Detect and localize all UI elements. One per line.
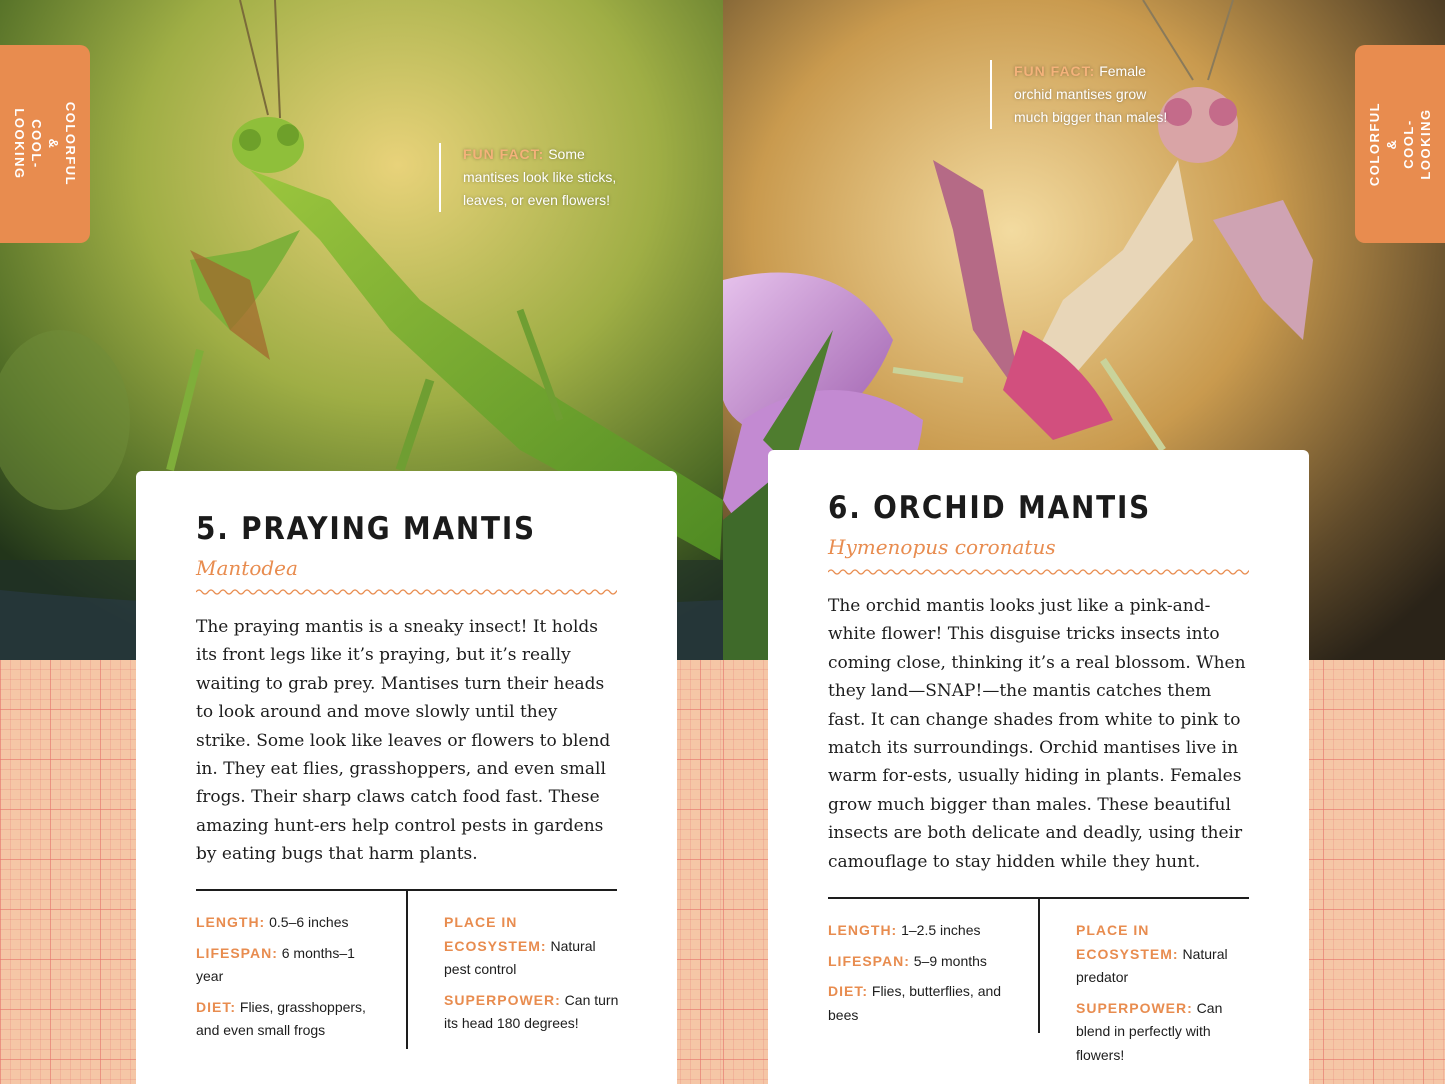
page-title: 5. PRAYING MANTIS	[196, 511, 536, 547]
body-text: The praying mantis is a sneaky insect! It holds its front legs like it’s praying, but it’s really waiting to grab prey. Mantises turn their heads to look around and move slowly until they strike. Some look like leaves or flowers to blend in. They eat flies, grasshoppers, and even small frogs. Their sharp claws catch food fast. These amazing hunt-ers help control pests in gardens by eating bugs that harm plants.	[196, 617, 611, 865]
fact-length: LENGTH: 0.5–6 inches	[196, 914, 349, 930]
info-card	[136, 471, 677, 1084]
facts-column-right	[1076, 919, 1251, 1074]
section-tab-label: COLORFUL & COOL-LOOKING	[12, 101, 78, 187]
fact-diet: DIET: Flies, butterflies, and bees	[828, 983, 1002, 1023]
fun-fact-text: Female orchid mantises grow much bigger than males!	[1014, 63, 1168, 125]
facts-column-left	[828, 919, 1018, 1034]
section-tab	[1355, 45, 1445, 243]
page-title: 6. ORCHID MANTIS	[828, 490, 1152, 526]
facts-column-right	[444, 911, 624, 1043]
fun-fact-text: Some mantises look like sticks, leaves, or even flowers!	[463, 146, 617, 208]
fun-fact	[990, 60, 1174, 129]
fact-ecosystem: PLACE IN ECOSYSTEM: Natural predator	[1076, 922, 1228, 985]
fact-superpower: SUPERPOWER: Can blend in perfectly with flowers!	[1076, 999, 1223, 1063]
right-page	[723, 0, 1445, 1084]
info-card	[768, 450, 1309, 1084]
fact-diet: DIET: Flies, grasshoppers, and even small frogs	[196, 998, 366, 1038]
wave-divider	[828, 568, 1249, 576]
facts-column-divider	[1038, 899, 1040, 1033]
fact-lifespan: LIFESPAN: 6 months–1 year	[196, 944, 355, 984]
fact-ecosystem: PLACE IN ECOSYSTEM: Natural pest control	[444, 914, 596, 977]
wave-divider	[196, 588, 617, 596]
fact-length: LENGTH: 1–2.5 inches	[828, 922, 981, 938]
scientific-name: Hymenopus coronatus	[828, 535, 1056, 559]
scientific-name: Mantodea	[196, 556, 298, 580]
fact-superpower: SUPERPOWER: Can turn its head 180 degrees!	[444, 991, 619, 1031]
body-text: The orchid mantis looks just like a pink-and-white flower! This disguise tricks insects into coming close, thinking it’s a real blossom. When they land—SNAP!—the mantis catches them fast. It can change shades from white to pink to match its surroundings. Orchid mantises live in warm for-ests, usually hiding in plants. Females grow much bigger than males. These beautiful insects are both delicate and deadly, using their camouflage to stay hidden while they hunt.	[828, 596, 1246, 872]
fun-fact	[439, 143, 623, 212]
facts-column-divider	[406, 891, 408, 1049]
facts-column-left	[196, 911, 386, 1050]
fact-lifespan: LIFESPAN: 5–9 months	[828, 952, 987, 969]
fun-fact-label: FUN FACT:	[1014, 63, 1096, 79]
fun-fact-label: FUN FACT:	[463, 146, 545, 162]
section-tab-label: COLORFUL & COOL-LOOKING	[1367, 101, 1433, 187]
section-tab	[0, 45, 90, 243]
